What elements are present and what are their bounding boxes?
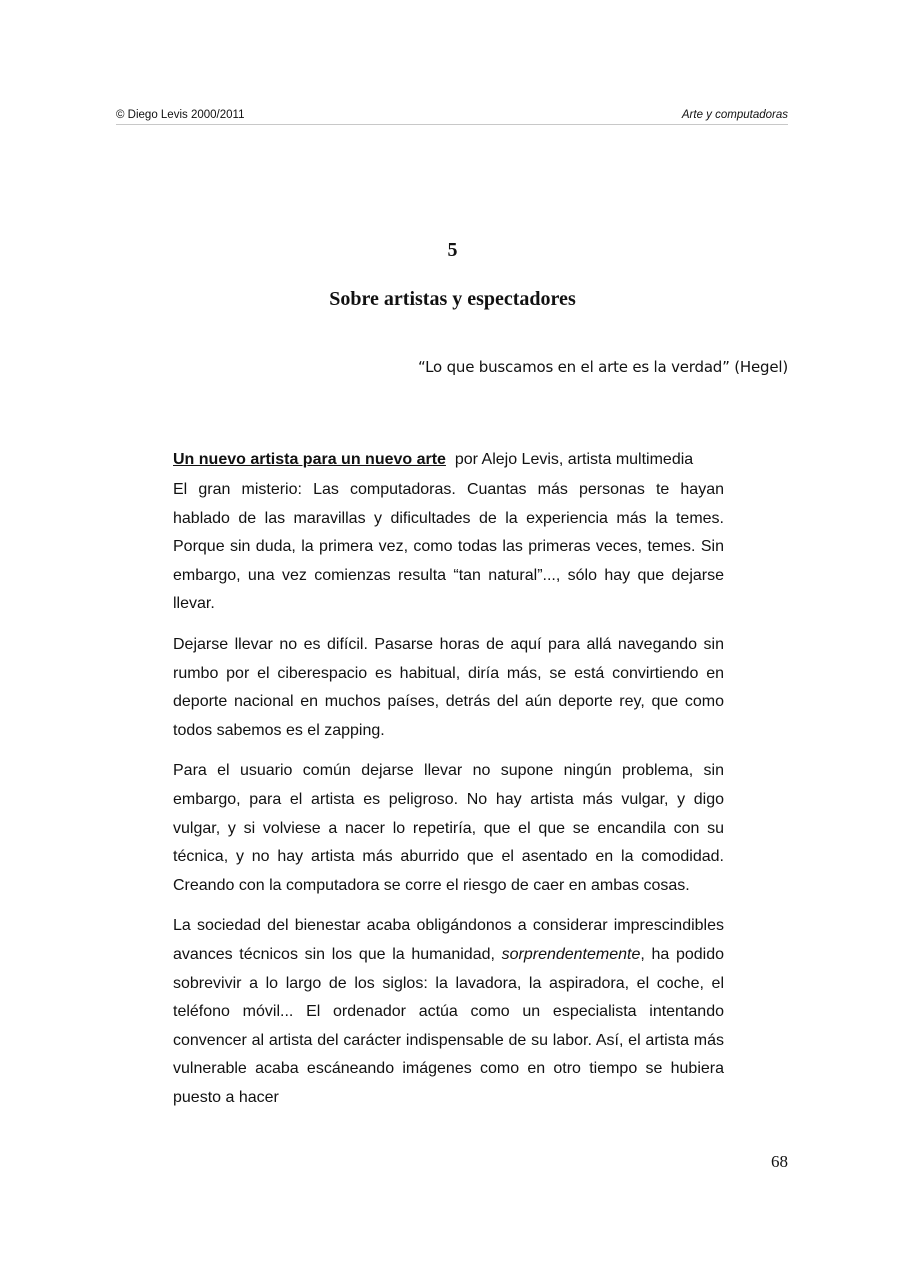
article [173,448,724,1124]
chapter-number: 5 [447,239,458,261]
book-title: Arte y computadoras [681,109,788,121]
article-heading [173,448,724,472]
article-byline: por Alejo Levis, artista multimedia [454,451,694,468]
paragraph-4 [173,912,724,1112]
chapter-title: Sobre artistas y espectadores [329,288,576,310]
page-number: 68 [771,1152,788,1171]
running-header [116,108,788,125]
paragraph-1: El gran misterio: Las computadoras. Cuantas más personas te hayan hablado de las maravillas y dificultades de la experiencia más la temes. Porque sin duda, la primera vez, como todas las primeras veces, temes. Sin embargo, una vez comienzas resulta “tan natural”..., sólo hay que dejarse llevar. [173,481,724,613]
emphasized-word: sorprendentemente [501,945,641,963]
copyright-notice: © Diego Levis 2000/2011 [116,109,245,121]
paragraph-2: Dejarse llevar no es difícil. Pasarse horas de aquí para allá navegando sin rumbo por el ciberespacio es habitual, diría más, se está convirtiendo en deporte nacional en muchos países, detrás del aún deporte rey, que como todos sabemos es el zapping. [173,635,724,739]
paragraph-3: Para el usuario común dejarse llevar no supone ningún problema, sin embargo, para el artista es peligroso. No hay artista más vulgar, y digo vulgar, y si volviese a nacer lo repetiría, que el que se encandila con su técnica, y no hay artista más aburrido que el asentado en la comodidad. Creando con la computadora se corre el riesgo de caer en ambas cosas. [173,762,724,894]
paragraph-4-end: , ha podido sobrevivir a lo largo de los siglos: la lavadora, la aspiradora, el coche, el teléfono móvil... El ordenador actúa como un especialista intentando convencer al artista del carácter indispensable de su labor. Así, el artista más vulnerable acaba escáneando imágenes como en otro tiempo se hubiera puesto a hacer [173,945,724,1106]
paragraph-4-start: La sociedad del bienestar acaba obligándonos a considerar imprescindibles avances técnicos sin los que la humanidad, [173,917,724,963]
epigraph: “Lo que buscamos en el arte es la verdad” (Hegel) [418,358,788,376]
article-title: Un nuevo artista para un nuevo arte [173,451,446,468]
